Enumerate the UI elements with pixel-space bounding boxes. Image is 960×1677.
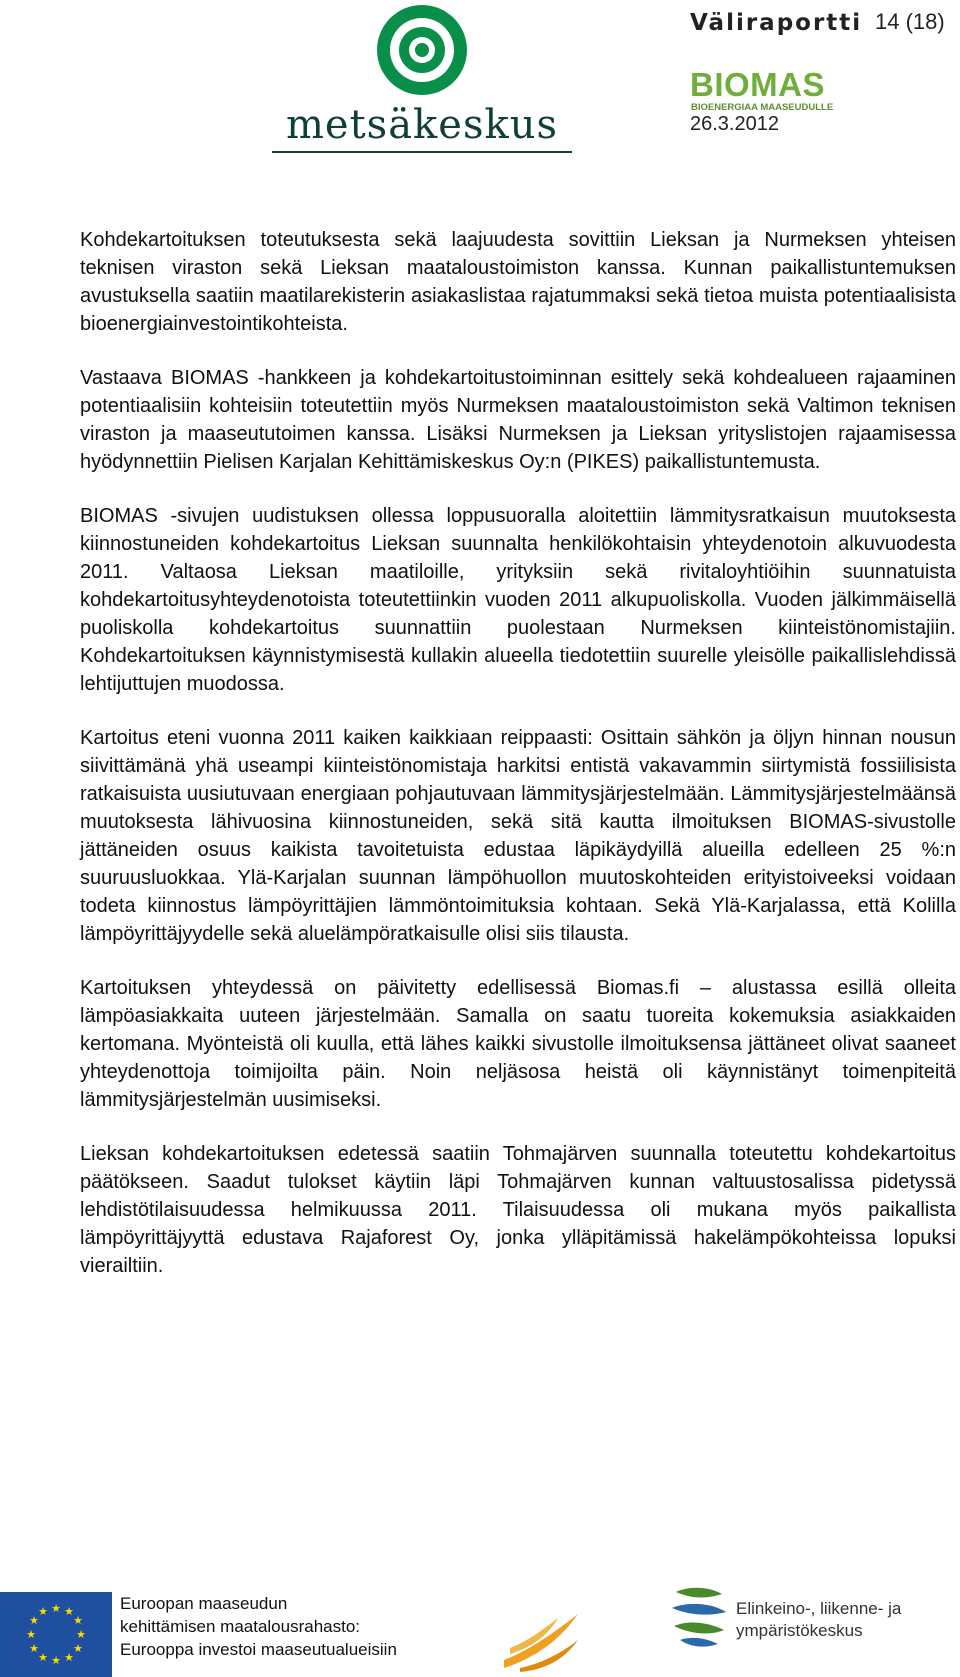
metsakeskus-logo xyxy=(272,2,572,152)
target-emblem-icon xyxy=(272,2,572,102)
ely-logo-icon xyxy=(668,1582,730,1652)
svg-text:★: ★ xyxy=(64,1605,74,1618)
svg-text:★: ★ xyxy=(26,1628,36,1641)
svg-text:★: ★ xyxy=(29,1614,39,1627)
svg-text:★: ★ xyxy=(76,1628,86,1641)
ely-text-line: ympäristökeskus xyxy=(736,1621,863,1640)
svg-text:★: ★ xyxy=(51,1602,61,1615)
leader-leaf-logo-icon xyxy=(500,1610,580,1672)
ely-centre-text xyxy=(736,1598,901,1642)
logo-underline xyxy=(272,151,572,153)
paragraph: Lieksan kohdekartoituksen edetessä saatiin Tohmajärven suunnalla toteutettu kohdekartoitus päätökseen. Saadut tulokset käytiin läpi Tohmajärven kunnan valtuustosalissa pidetyssä lehdistötilaisuudessa helmikuussa 2011. Tilaisuudessa oli mukana myös paikallista lämpöyrittäjyyttä edustava Rajaforest Oy, jonka ylläpitämissä hakelämpökohteissa lopuksi vierailtiin. xyxy=(80,1143,956,1277)
svg-text:★: ★ xyxy=(29,1642,39,1655)
document-date: 26.3.2012 xyxy=(690,113,779,135)
eu-text-line: Euroopan maaseudun xyxy=(120,1594,288,1613)
page-number: 14 (18) xyxy=(875,9,945,34)
page-footer xyxy=(0,1580,960,1677)
biomas-logo-name: BIOMAS xyxy=(690,66,825,103)
report-body xyxy=(80,226,956,1306)
ely-text-line: Elinkeino-, liikenne- ja xyxy=(736,1599,902,1618)
svg-text:★: ★ xyxy=(64,1651,74,1664)
eu-text-line: kehittämisen maatalousrahasto: xyxy=(120,1617,361,1636)
paragraph: BIOMAS -sivujen uudistuksen ollessa loppusuoralla aloitettiin lämmitysratkaisun muutoksesta kiinnostuneiden kohdekartoitus Lieksan suunnalta henkilökohtaisin yhteydenotoin alkuvuodesta 2011. Valtaosa Lieksan maatiloille, yrityksiin sekä rivitaloyhtiöihin suunnatuista kohdekartoitusyhteydenotoista toteutettiinkin vuoden 2011 alkupuoliskolla. Vuoden jälkimmäisellä puoliskolla kohdekartoitus suunnattiin puolestaan Nurmeksen kiinteistönomistajiin. Kohdekartoituksen käynnistymisestä kullakin alueella tiedotettiin suurelle yleisölle paikallislehdissä lehtijuttujen muodossa. xyxy=(80,505,956,695)
svg-text:★: ★ xyxy=(38,1651,48,1664)
svg-text:★: ★ xyxy=(38,1605,48,1618)
eu-flag-icon xyxy=(0,1592,112,1677)
paragraph: Kohdekartoituksen toteutuksesta sekä laajuudesta sovittiin Lieksan ja Nurmeksen yhteisen teknisen viraston sekä Lieksan maataloustoimiston kanssa. Kunnan paikallistuntemuksen avustuksella saatiin maatilarekisterin asiakaslistaa rajatummaksi sekä tietoa muista potentiaalisista bioenergiainvestointikohteista. xyxy=(80,229,956,335)
eu-text-line: Eurooppa investoi maaseutualueisiin xyxy=(120,1640,397,1659)
svg-text:★: ★ xyxy=(73,1614,83,1627)
metsakeskus-wordmark: metsäkeskus xyxy=(285,102,558,148)
biomas-logo xyxy=(690,68,840,118)
svg-text:★: ★ xyxy=(51,1654,61,1667)
biomas-logo-tagline: BIOENERGIAA MAASEUDULLE xyxy=(691,102,834,113)
paragraph: Kartoituksen yhteydessä on päivitetty edellisessä Biomas.fi – alustassa esillä olleita lämpöasiakkaita uuteen järjestelmään. Samalla on saatu tuoreita kokemuksia asiakkaiden kertomana. Myönteistä oli kuulla, että lähes kaikki sivustolle ilmoituksensa jättäneet olivat saaneet yhteydenottoja toimijoilta päin. Noin neljäsosa heistä oli käynnistänyt toimenpiteitä lämmitysjärjestelmän uusimiseksi. xyxy=(80,977,956,1111)
eu-fund-text xyxy=(120,1592,397,1661)
document-title: Väliraportti xyxy=(690,10,863,36)
paragraph: Vastaava BIOMAS -hankkeen ja kohdekartoitustoiminnan esittely sekä kohdealueen rajaaminen potentiaalisiin kohteisiin toteutettiin myös Nurmeksen maataloustoimiston sekä Valtimon teknisen viraston ja maaseututoimen kanssa. Lisäksi Nurmeksen ja Lieksan yrityslistojen rajaamisessa hyödynnettiin Pielisen Karjalan Kehittämiskeskus Oy:n (PIKES) paikallistuntemusta. xyxy=(80,367,956,473)
svg-text:★: ★ xyxy=(73,1642,83,1655)
paragraph: Kartoitus eteni vuonna 2011 kaiken kaikkiaan reippaasti: Osittain sähkön ja öljyn hinnan nousun siivittämänä yhä useampi kiinteistönomistaja harkitsi entistä vakavammin siirtymistä fossiilisista ratkaisuista uusiutuvaan energiaan pohjautuvaan lämmitysjärjestelmään. Lämmitysjärjestelmäänsä muutoksesta lähivuosina kiinnostuneiden, sekä sitä kautta ilmoituksen BIOMAS-sivustolle jättäneiden osuus kaikista tavoitetuista edustaa läpikäydyillä alueilla edelleen 25 %:n suuruusluokkaa. Ylä-Karjalan suunnan lämpöhuollon muutoskohteiden erityistoiveeksi voidaan todeta kiinnostus lämpöyrittäjien lämmöntoimituksia kohtaan. Sekä Ylä-Karjalassa, että Kolilla lämpöyrittäjyydelle sekä aluelämpöratkaisulle olisi siis tilausta. xyxy=(80,727,956,945)
